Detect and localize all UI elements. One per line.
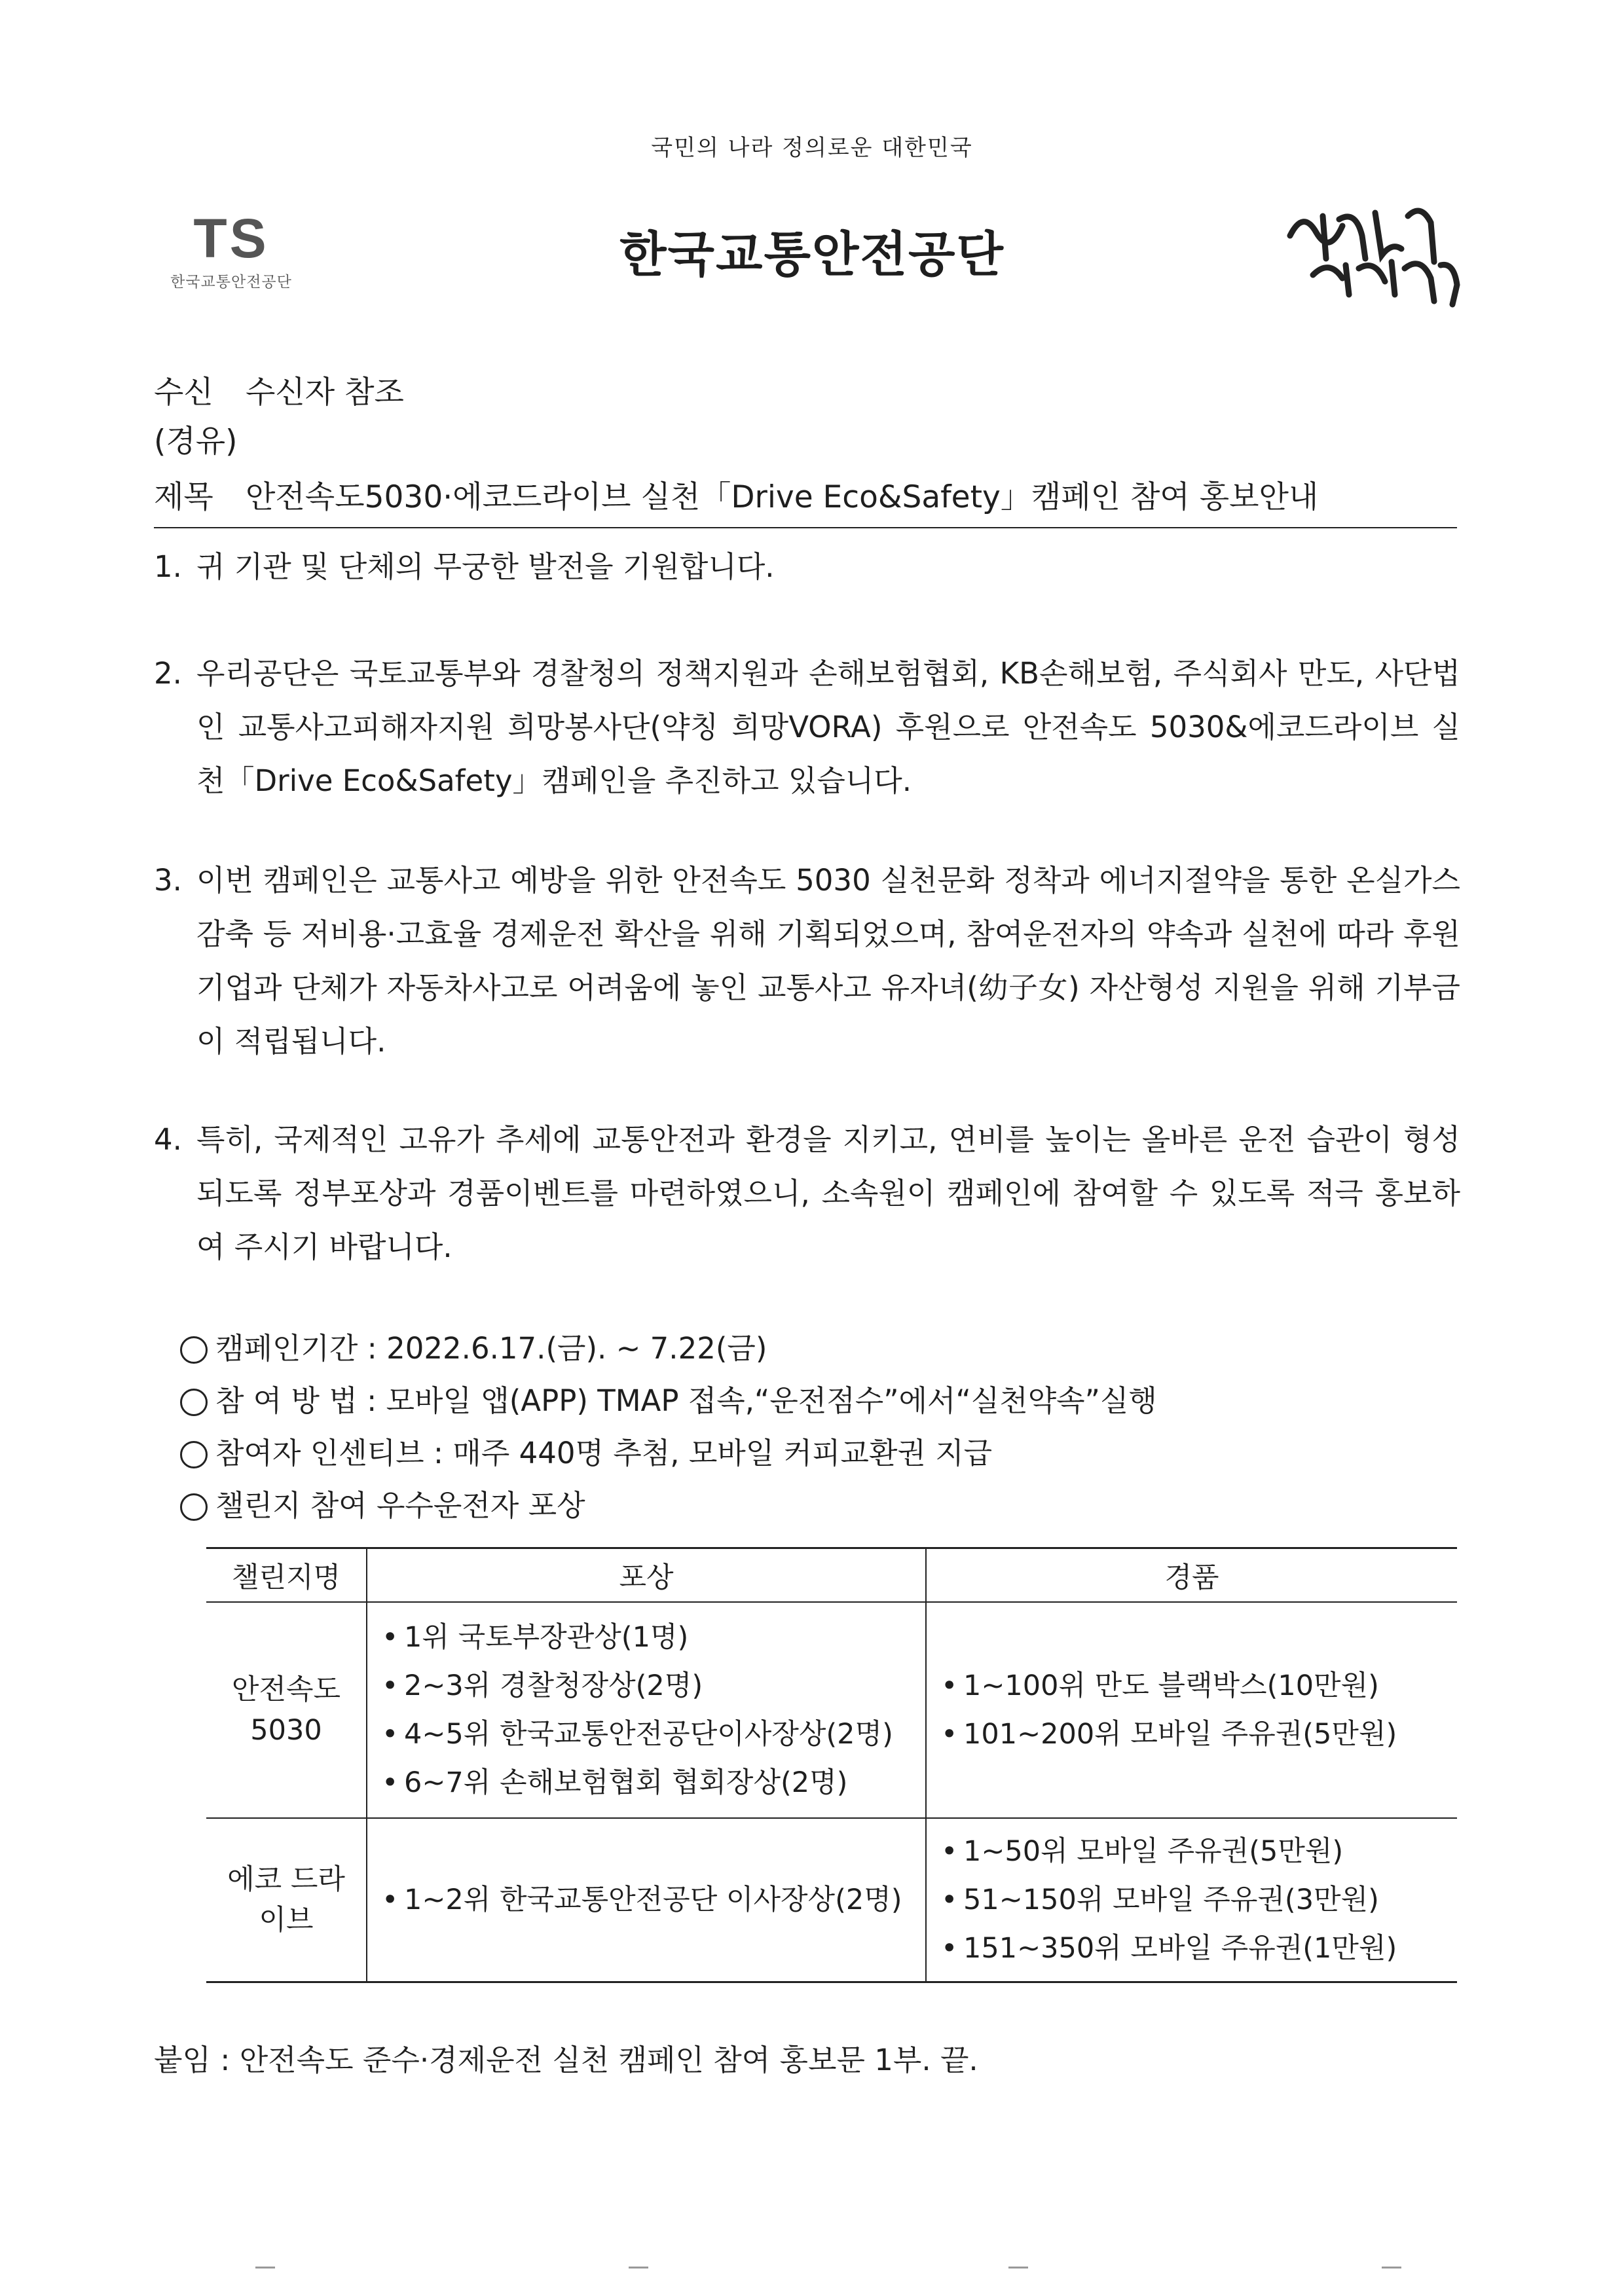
challenge-name-text: 안전속도 5030 — [231, 1673, 341, 1747]
table-row — [206, 1602, 1457, 1818]
bullet-text: 캠페인기간 : 2022.6.17.(금). ~ 7.22(금) — [215, 1331, 767, 1366]
via-line: (경유) — [154, 424, 238, 460]
paragraph-number: 2. — [154, 656, 182, 691]
award-item: 4~5위 한국교통안전공단이사장상(2명) — [404, 1718, 893, 1751]
list-item: • 1위 국토부장관상(1명) — [382, 1621, 689, 1654]
paragraph-number: 1. — [154, 549, 182, 584]
subject-label: 제목 — [154, 479, 213, 515]
bullet-text: 챌린지 참여 우수운전자 포상 — [215, 1488, 585, 1523]
recipient-line — [154, 373, 404, 412]
slogan: 국민의 나라 정의로운 대한민국 — [651, 135, 973, 161]
award-item: 2~3위 경찰청장상(2명) — [404, 1669, 703, 1702]
table-header-row — [206, 1548, 1457, 1603]
logo-text: 한국교통안전공단 — [170, 274, 292, 291]
list-item: • 2~3위 경찰청장상(2명) — [382, 1669, 703, 1702]
challenge-name — [206, 1602, 367, 1818]
bullet-participation-method — [180, 1381, 1157, 1421]
award-item: 1~2위 한국교통안전공단 이사장상(2명) — [404, 1883, 902, 1916]
subject-line — [154, 478, 1318, 517]
logo-mark: TS — [193, 208, 269, 269]
paragraph-2 — [154, 647, 1460, 808]
circle-bullet-icon — [180, 1336, 208, 1364]
circle-bullet-icon — [180, 1493, 208, 1521]
paragraph-3 — [154, 854, 1460, 1068]
paragraph-text: 이번 캠페인은 교통사고 예방을 위한 안전속도 5030 실천문화 정착과 에너지절약을 통한 온실가스 감축 등 저비용·고효율 경제운전 확산을 위해 기획되었으며, 참여운전자의 약속과 실천에 따라 후원기업과 단체가 자동차사고로 어려움에 놓인 교통사고 유자녀(幼子女) 자산형성 지원을 위해 기부금이 적립됩니다. — [196, 863, 1460, 1059]
list-item: • 1~100위 만도 블랙박스(10만원) — [941, 1669, 1379, 1702]
award-item: 6~7위 손해보험협회 협회장상(2명) — [404, 1766, 848, 1799]
prize-item: 51~150위 모바일 주유권(3만원) — [963, 1883, 1379, 1916]
bullet-challenge-award — [180, 1486, 585, 1525]
list-item: • 1~50위 모바일 주유권(5만원) — [941, 1834, 1344, 1868]
list-item: • 151~350위 모바일 주유권(1만원) — [941, 1931, 1397, 1965]
recipient-value: 수신자 참조 — [246, 374, 404, 410]
prize-item: 1~50위 모바일 주유권(5만원) — [963, 1834, 1344, 1868]
list-item: • 51~150위 모바일 주유권(3만원) — [941, 1883, 1379, 1916]
paragraph-text: 우리공단은 국토교통부와 경찰청의 정책지원과 손해보험협회, KB손해보험, 주식회사 만도, 사단법인 교통사고피해자지원 희망봉사단(약칭 희망VORA) 후원으로 안전속도 5030&에코드라이브 실천「Drive Eco&Safety」캠페인을 추진하고 있습니다. — [196, 656, 1460, 798]
header-divider — [154, 527, 1457, 528]
bullet-text: 참여자 인센티브 : 매주 440명 추첨, 모바일 커피교환권 지급 — [215, 1436, 993, 1470]
award-item: 1위 국토부장관상(1명) — [404, 1621, 689, 1654]
paragraph-number: 3. — [154, 863, 182, 898]
prize-item: 151~350위 모바일 주유권(1만원) — [963, 1931, 1397, 1965]
circle-bullet-icon — [180, 1441, 208, 1468]
challenge-name — [206, 1818, 367, 1982]
award-list — [367, 1818, 926, 1982]
bullet-text: 참 여 방 법 : 모바일 앱(APP) TMAP 접속,“운전점수”에서“실천약속”실행 — [215, 1383, 1157, 1418]
paragraph-1 — [154, 540, 1460, 594]
paragraph-text: 귀 기관 및 단체의 무궁한 발전을 기원합니다. — [196, 549, 775, 584]
table-row — [206, 1818, 1457, 1982]
scan-mark — [1382, 2267, 1401, 2269]
scan-mark — [1008, 2267, 1028, 2269]
header-award: 포상 — [367, 1548, 926, 1603]
paragraph-text: 특히, 국제적인 고유가 추세에 교통안전과 환경을 지키고, 연비를 높이는 올바른 운전 습관이 형성 되도록 정부포상과 경품이벤트를 마련하였으니, 소속원이 캠페인에 참여할 수 있도록 적극 홍보하여 주시기 바랍니다. — [196, 1122, 1460, 1264]
bullet-incentive — [180, 1434, 992, 1473]
prize-list — [926, 1602, 1457, 1818]
bullet-campaign-period — [180, 1329, 767, 1368]
award-table — [206, 1547, 1457, 1983]
prize-item: 101~200위 모바일 주유권(5만원) — [963, 1718, 1397, 1751]
subject-value: 안전속도5030·에코드라이브 실천「Drive Eco&Safety」캠페인 참여 홍보안내 — [246, 479, 1319, 515]
prize-list — [926, 1818, 1457, 1982]
org-title: 한국교통안전공단 — [619, 227, 1005, 283]
list-item: • 6~7위 손해보험협회 협회장상(2명) — [382, 1766, 848, 1799]
scan-mark — [629, 2267, 648, 2269]
paragraph-number: 4. — [154, 1122, 182, 1157]
scan-mark — [255, 2267, 275, 2269]
award-list — [367, 1602, 926, 1818]
attachment-line: 붙임 : 안전속도 준수·경제운전 실천 캠페인 참여 홍보문 1부. 끝. — [154, 2043, 978, 2077]
list-item: • 101~200위 모바일 주유권(5만원) — [941, 1718, 1397, 1751]
circle-bullet-icon — [180, 1389, 208, 1416]
recipient-label: 수신 — [154, 374, 213, 410]
header-prize: 경품 — [926, 1548, 1457, 1603]
list-item: • 4~5위 한국교통안전공단이사장상(2명) — [382, 1718, 893, 1751]
header-challenge-name: 챌린지명 — [206, 1548, 367, 1603]
challenge-name-text: 에코 드라이브 — [227, 1863, 345, 1937]
prize-item: 1~100위 만도 블랙박스(10만원) — [963, 1669, 1379, 1702]
slogan-signature-logo — [1277, 196, 1473, 308]
paragraph-4 — [154, 1113, 1460, 1274]
list-item: • 1~2위 한국교통안전공단 이사장상(2명) — [382, 1883, 902, 1916]
